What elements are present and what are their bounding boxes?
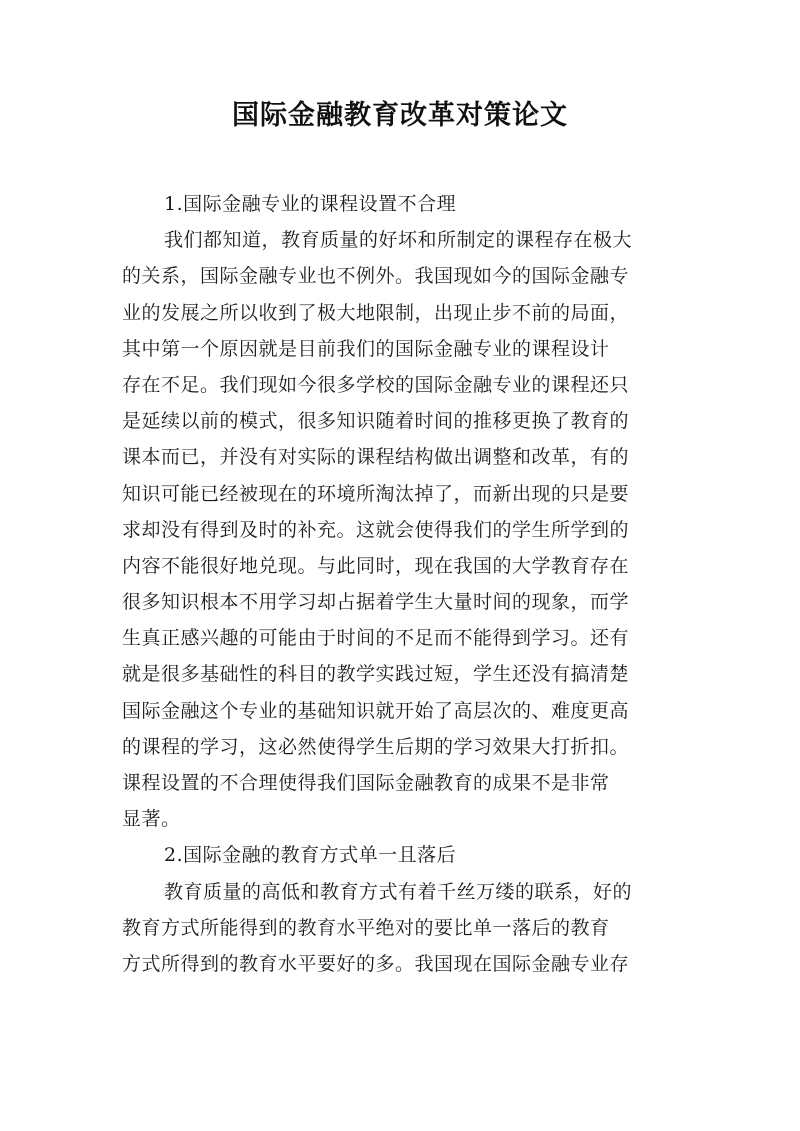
paragraph-line: 方式所得到的教育水平要好的多。我国现在国际金融专业存: [122, 952, 630, 975]
paragraph-line: 教育质量的高低和教育方式有着千丝万缕的联系，好的: [164, 880, 633, 903]
paragraph-line: 教育方式所能得到的教育水平绝对的要比单一落后的教育: [122, 916, 610, 939]
paragraph-line: 我们都知道，教育质量的好坏和所制定的课程存在极大: [164, 229, 633, 252]
paragraph-line: 就是很多基础性的科目的教学实践过短，学生还没有搞清楚: [122, 663, 630, 686]
paragraph-line: 课程设置的不合理使得我们国际金融教育的成果不是非常: [122, 772, 610, 794]
paragraph-line: 很多知识根本不用学习却占据着学生大量时间的现象，而学: [122, 591, 630, 614]
document-body: [122, 186, 692, 982]
paragraph-line: 国际金融这个专业的基础知识就开始了高层次的、难度更高: [122, 699, 630, 722]
paragraph-line: 显著。: [122, 808, 181, 831]
paragraph-line: 内容不能很好地兑现。与此同时，现在我国的大学教育存在: [122, 554, 630, 577]
paragraph-line: 生真正感兴趣的可能由于时间的不足而不能得到学习。还有: [122, 627, 630, 650]
paragraph-line: 的课程的学习，这必然使得学生后期的学习效果大打折扣。: [122, 735, 630, 758]
section-heading-1: 1.国际金融专业的课程设置不合理: [164, 193, 457, 215]
section-heading-2: 2.国际金融的教育方式单一且落后: [164, 844, 457, 867]
paragraph-line: 课本而已，并没有对实际的课程结构做出调整和改革，有的: [122, 446, 630, 469]
paragraph-line: 是延续以前的模式，很多知识随着时间的推移更换了教育的: [122, 410, 630, 433]
paragraph-line: 存在不足。我们现如今很多学校的国际金融专业的课程还只: [122, 373, 630, 396]
paragraph-line: 求却没有得到及时的补充。这就会使得我们的学生所学到的: [122, 518, 630, 541]
paragraph-line: 知识可能已经被现在的环境所淘汰掉了，而新出现的只是要: [122, 482, 630, 505]
paragraph-line: 业的发展之所以收到了极大地限制，出现止步不前的局面，: [122, 301, 630, 324]
document-title: 国际金融教育改革对策论文: [232, 100, 568, 131]
paragraph-line: 的关系，国际金融专业也不例外。我国现如今的国际金融专: [122, 265, 630, 288]
paragraph-line: 其中第一个原因就是目前我们的国际金融专业的课程设计: [122, 337, 610, 360]
